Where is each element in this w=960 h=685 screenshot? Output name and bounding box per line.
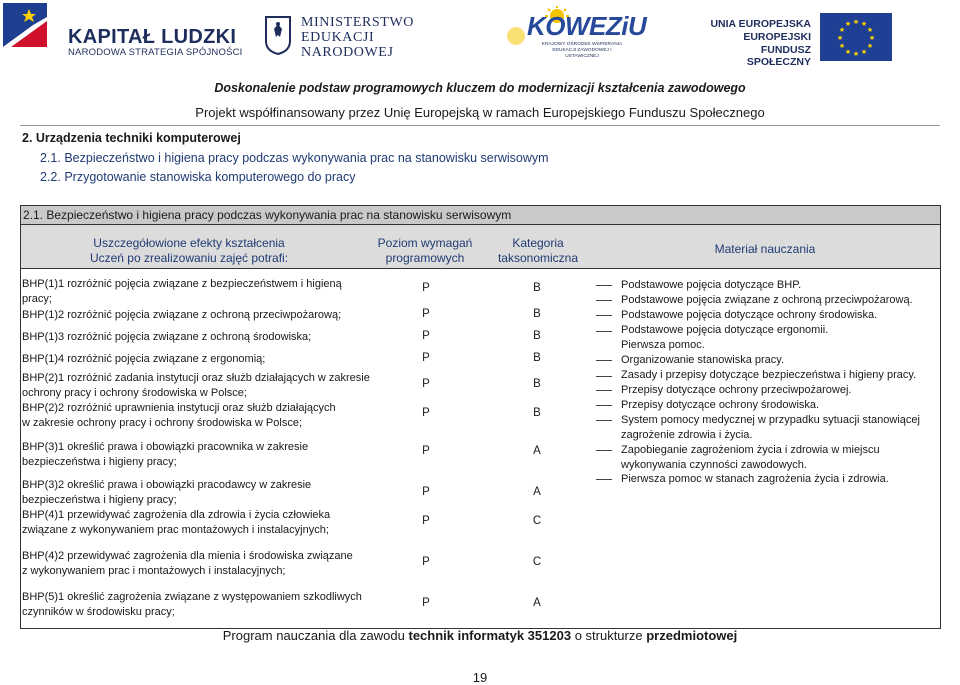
svg-text:★: ★ (852, 18, 860, 26)
table-row-level: P (422, 407, 430, 419)
table-row-level: P (422, 282, 430, 294)
table-row-effect: BHP(4)2 przewidywać zagrożenia dla mienia i środowiska związane z wykonywaniem prac i montażowych i instalacyjnych; (22, 550, 353, 577)
table-row-level: P (422, 330, 430, 342)
column-header-material: Materiał nauczania (714, 242, 816, 256)
kapital-ludzki-subtitle: NARODOWA STRATEGIA SPÓJNOŚCI (68, 47, 243, 58)
ministry-name-line-1: MINISTERSTWO (301, 15, 414, 30)
table-row-effect: BHP(3)1 określić prawa i obowiązki pracownika w zakresie bezpieczeństwa i higieny pracy; (22, 441, 309, 468)
table-row-category: B (533, 407, 541, 419)
table-row-category: C (532, 556, 542, 568)
table-row-effect: BHP(4)1 przewidywać zagrożenia dla zdrowia i życia człowieka związane z wykonywaniem prac montażowych i instalacyjnych; (22, 509, 331, 536)
column-header-effects: Uszczegółowione efekty kształcenia Uczeń po zrealizowaniu zajęć potrafi: (89, 236, 289, 265)
material-bullet-dash (596, 450, 612, 451)
svg-text:★: ★ (866, 26, 874, 34)
table-row-category: B (533, 352, 541, 364)
header-divider (20, 125, 940, 126)
table-row-level: P (422, 352, 430, 364)
kowezu-tagline-2: EDUKACJI ZAWODOWEJ I USTAWICZNEJ (552, 48, 612, 59)
page-number: 19 (472, 670, 488, 685)
table-row-category: C (532, 515, 542, 527)
material-bullet-dash (596, 300, 612, 301)
table-row-category: B (533, 308, 541, 320)
ue-text-line-2: EUROPEJSKI (743, 31, 811, 43)
program-footer: Program nauczania dla zawodu technik informatyk 351203 o strukturze przedmiotowej (222, 628, 738, 643)
section-heading: 2. Urządzenia techniki komputerowej (22, 131, 241, 145)
material-bullet-dash (596, 285, 612, 286)
material-item: Pierwsza pomoc w stanach zagrożenia życia i zdrowia. (621, 473, 889, 485)
material-bullet-dash (596, 331, 612, 332)
table-row-category: A (533, 445, 541, 457)
table-row-level: P (422, 515, 430, 527)
ministry-name-line-2: EDUKACJI (301, 30, 375, 45)
ue-text-line-3: FUNDUSZ SPOŁECZNY (746, 44, 811, 68)
table-row-category: B (533, 330, 541, 342)
material-item: Przepisy dotyczące ochrony przeciwpożarowej. (621, 384, 852, 396)
material-item: Podstawowe pojęcia dotyczące ergonomii. Pierwsza pomoc. (621, 324, 829, 351)
table-row-level: P (422, 378, 430, 390)
svg-text:★: ★ (836, 34, 844, 42)
svg-text:★: ★ (838, 26, 846, 34)
svg-text:★: ★ (860, 20, 868, 28)
svg-text:★: ★ (866, 42, 874, 50)
table-row-effect: BHP(1)2 rozróżnić pojęcia związane z ochroną przeciwpożarową; (22, 309, 342, 321)
table-row-category: B (533, 378, 541, 390)
table-row-level: P (422, 597, 430, 609)
column-header-category: Kategoria taksonomiczna (497, 236, 579, 265)
table-row-effect: BHP(3)2 określić prawa i obowiązki pracodawcy w zakresie bezpieczeństwa i higieny pracy; (22, 479, 312, 506)
ministry-emblem-icon (264, 15, 292, 55)
ue-text-line-1: UNIA EUROPEJSKA (710, 18, 811, 30)
material-item: Organizowanie stanowiska pracy. (621, 354, 785, 366)
material-bullet-dash (596, 376, 612, 377)
table-row-effect: BHP(1)1 rozróżnić pojęcia związane z bezpieczeństwem i higieną pracy; (22, 278, 342, 305)
svg-text:★: ★ (844, 48, 852, 56)
table-row-effect: BHP(1)4 rozróżnić pojęcia związane z ergonomią; (22, 353, 266, 365)
material-bullet-dash (596, 405, 612, 406)
material-item: Zasady i przepisy dotyczące bezpieczeństwa i higieny pracy. (621, 369, 917, 381)
table-row-effect: BHP(2)1 rozróżnić zadania instytucji oraz służb działających w zakresie ochrony pracy i ochrony środowiska w Polsce; (22, 372, 370, 399)
table-row-level: P (422, 445, 430, 457)
table-title: 2.1. Bezpieczeństwo i higiena pracy podczas wykonywania prac na stanowisku serwisowym (23, 208, 512, 222)
material-bullet-dash (596, 479, 612, 480)
svg-text:★: ★ (860, 48, 868, 56)
material-item: Przepisy dotyczące ochrony środowiska. (621, 399, 820, 411)
table-header-divider (21, 268, 940, 269)
material-item: System pomocy medycznej w przypadku sytuacji stanowiącej zagrożenie zdrowia i życia. (621, 414, 920, 441)
table-row-level: P (422, 556, 430, 568)
ministry-name-line-3: NARODOWEJ (301, 45, 394, 60)
material-item: Podstawowe pojęcia dotyczące BHP. (621, 279, 802, 291)
toc-item-2-2[interactable]: 2.2. Przygotowanie stanowiska komputerowego do pracy (40, 170, 356, 184)
kowezu-tagline-1: KRAJOWY OŚRODEK WSPIERANIA (541, 42, 623, 47)
material-item: Podstawowe pojęcia dotyczące ochrony środowiska. (621, 309, 878, 321)
svg-text:★: ★ (844, 20, 852, 28)
table-row-category: B (533, 282, 541, 294)
table-row-effect: BHP(2)2 rozróżnić uprawnienia instytucji oraz służb działających w zakresie ochrony pracy i ochrony środowiska w Polsce; (22, 402, 336, 429)
table-row-effect: BHP(5)1 określić zagrożenia związane z występowaniem szkodliwych czynników w środowisku pracy; (22, 591, 362, 618)
material-item: Podstawowe pojęcia związane z ochroną przeciwpożarową. (621, 294, 913, 306)
table-row-level: P (422, 308, 430, 320)
table-row-category: A (533, 486, 541, 498)
project-subtitle: Projekt współfinansowany przez Unię Europejską w ramach Europejskiego Funduszu Społecznego (195, 105, 765, 120)
kowezu-logo-text: KOWEZiU (527, 11, 647, 41)
svg-text:★: ★ (852, 50, 860, 58)
material-bullet-dash (596, 360, 612, 361)
svg-text:★: ★ (868, 34, 876, 42)
table-row-level: P (422, 486, 430, 498)
material-bullet-dash (596, 390, 612, 391)
kapital-ludzki-title: KAPITAŁ LUDZKI (68, 26, 237, 48)
material-bullet-dash (596, 315, 612, 316)
material-item: Zapobieganie zagrożeniom życia i zdrowia w miejscu wykonywania czynności zawodowych. (621, 444, 880, 471)
eu-flag-icon (820, 13, 892, 61)
material-bullet-dash (596, 420, 612, 421)
svg-text:★: ★ (838, 42, 846, 50)
column-header-level: Poziom wymagań programowych (377, 236, 473, 265)
kapital-ludzki-logo-icon (3, 3, 47, 47)
table-row-effect: BHP(1)3 rozróżnić pojęcia związane z ochroną środowiska; (22, 331, 312, 343)
toc-item-2-1[interactable]: 2.1. Bezpieczeństwo i higiena pracy podczas wykonywania prac na stanowisku serwisowym (40, 151, 549, 165)
project-title: Doskonalenie podstaw programowych kluczem do modernizacji kształcenia zawodowego (214, 81, 746, 95)
table-row-category: A (533, 597, 541, 609)
